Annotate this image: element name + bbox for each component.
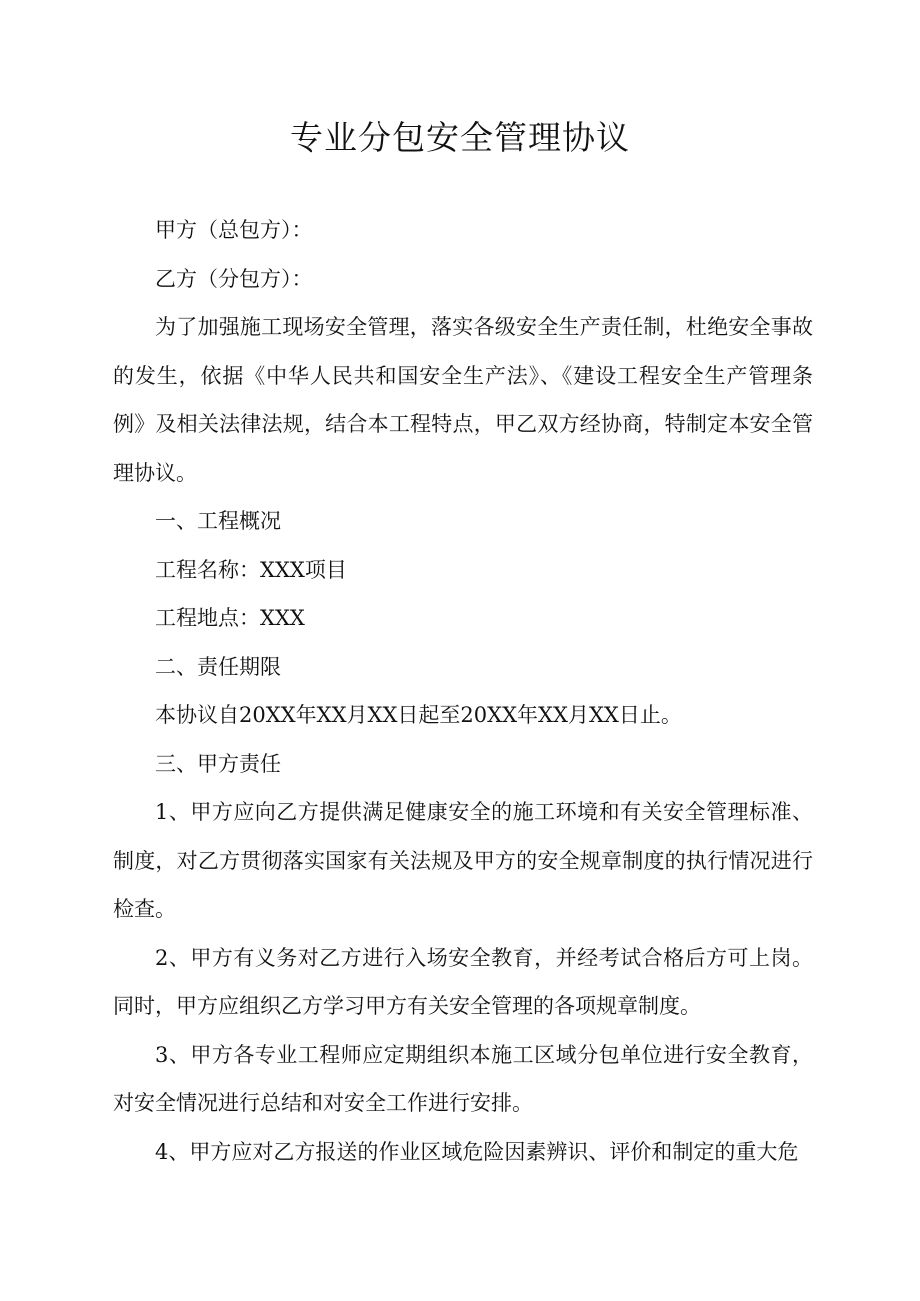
- section-heading-term: 二、责任期限: [155, 654, 281, 679]
- party-b-line: 乙方（分包方）：: [155, 266, 313, 291]
- intro-paragraph: 为了加强施工现场安全管理，落实各级安全生产责任制，杜绝安全事故的发生，依据《中华人民共和国安全生产法》、《建设工程安全生产管理条例》及相关法律法规，结合本工程特点，甲乙双方经协商，特制定本安全管理协议。: [113, 315, 813, 485]
- party-a-line: 甲方（总包方）：: [155, 218, 313, 242]
- document-title: 专业分包安全管理协议: [290, 118, 630, 157]
- clause-1: 1、甲方应向乙方提供满足健康安全的施工环境和有关安全管理标准、制度，对乙方贯彻落实国家有关法规及甲方的安全规章制度的执行情况进行检查。: [113, 800, 813, 921]
- clause-4: 4、甲方应对乙方报送的作业区域危险因素辨识、评价和制定的重大危: [155, 1139, 799, 1164]
- project-name-line: 工程名称：XXX项目: [155, 557, 347, 582]
- section-heading-overview: 一、工程概况: [155, 509, 281, 533]
- clause-3: 3、甲方各专业工程师应定期组织本施工区域分包单位进行安全教育，对安全情况进行总结和对安全工作进行安排。: [113, 1042, 813, 1115]
- document-body: [113, 206, 813, 1176]
- section-heading-party-a-duty: 三、甲方责任: [155, 751, 281, 776]
- clause-2: 2、甲方有义务对乙方进行入场安全教育，并经考试合格后方可上岗。同时，甲方应组织乙方学习甲方有关安全管理的各项规章制度。: [113, 945, 813, 1018]
- term-line: 本协议自20XX年XX月XX日起至20XX年XX月XX日止。: [155, 703, 682, 727]
- project-location-line: 工程地点：XXX: [155, 606, 305, 630]
